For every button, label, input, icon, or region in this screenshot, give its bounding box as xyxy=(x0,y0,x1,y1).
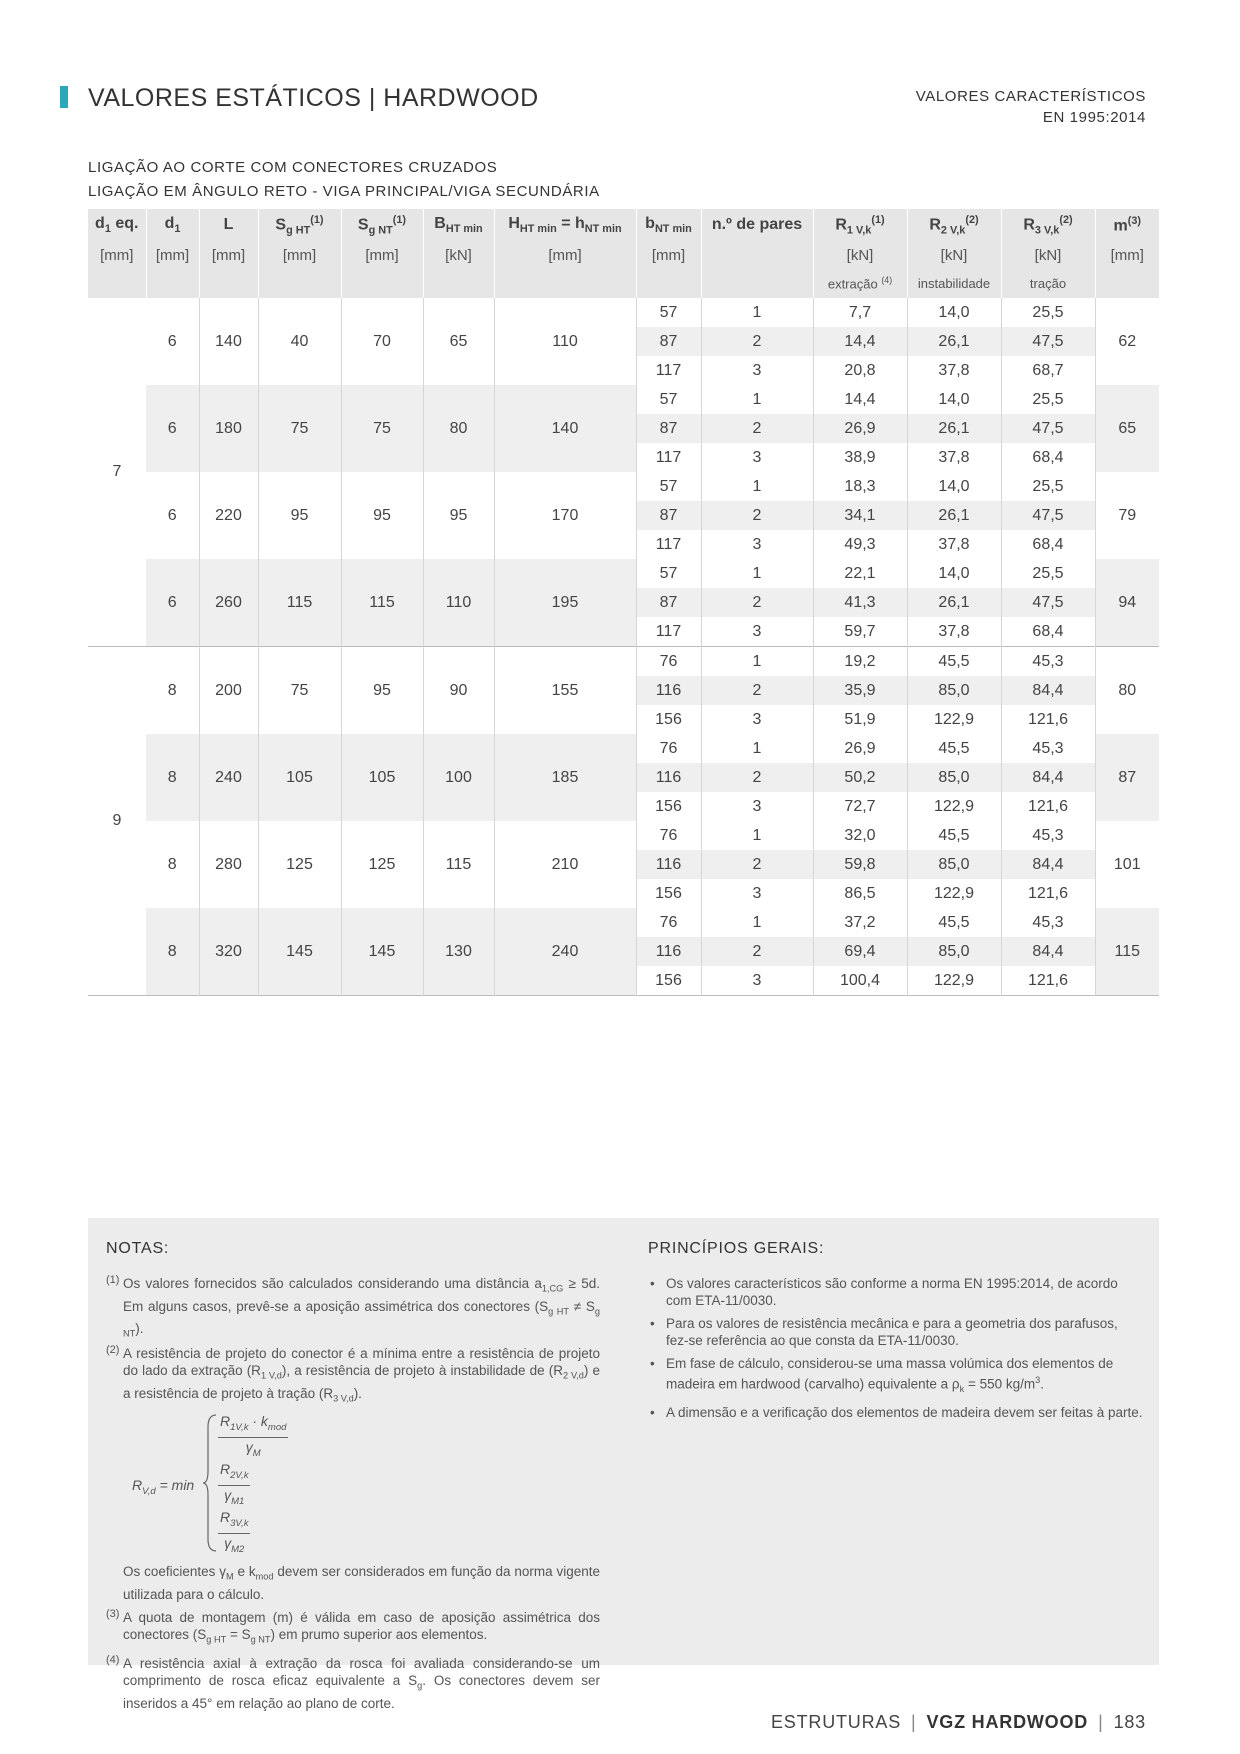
sublabel-r2: instabilidade xyxy=(907,269,1001,298)
r2-cell: 14,0 xyxy=(907,472,1001,501)
r3-cell: 47,5 xyxy=(1001,327,1095,356)
table-row xyxy=(88,647,1159,677)
r3-cell: 45,3 xyxy=(1001,734,1095,763)
b-nt-cell: 117 xyxy=(636,443,701,472)
pares-cell: 2 xyxy=(701,501,813,530)
d1eq-cell: 9 xyxy=(88,647,146,996)
r3-cell: 25,5 xyxy=(1001,559,1095,588)
r2-cell: 85,0 xyxy=(907,763,1001,792)
b-nt-cell: 116 xyxy=(636,937,701,966)
b-nt-cell: 87 xyxy=(636,588,701,617)
unit-cell: [mm] xyxy=(199,241,258,269)
r2-cell: 37,8 xyxy=(907,443,1001,472)
note-3: (3) A quota de montagem (m) é válida em caso de aposição assimétrica dos conectores $(S_{g HT} = S_{g NT})$ em prumo superior aos elementos. xyxy=(106,1608,600,1645)
pares-cell: 3 xyxy=(701,443,813,472)
sg-nt-cell: 75 xyxy=(341,385,423,472)
r2-cell: 122,9 xyxy=(907,966,1001,996)
h-ht-cell: 210 xyxy=(494,821,636,908)
sg-ht-cell: 75 xyxy=(258,647,341,735)
m-cell: 65 xyxy=(1095,385,1159,472)
r2-cell: 26,1 xyxy=(907,588,1001,617)
r2-cell: 14,0 xyxy=(907,385,1001,414)
h-ht-cell: 170 xyxy=(494,472,636,559)
d1-cell: 6 xyxy=(146,298,199,385)
sg-nt-cell: 95 xyxy=(341,647,423,735)
r1-cell: 14,4 xyxy=(813,327,907,356)
pares-cell: 2 xyxy=(701,588,813,617)
r1-cell: 20,8 xyxy=(813,356,907,385)
r1-cell: 35,9 xyxy=(813,676,907,705)
sg-ht-cell: 125 xyxy=(258,821,341,908)
pares-cell: 1 xyxy=(701,647,813,677)
pares-cell: 2 xyxy=(701,676,813,705)
b-nt-cell: 57 xyxy=(636,298,701,327)
principle-item: • Os valores característicos são conforme a norma EN 1995:2014, de acordo com ETA-11/0030. xyxy=(648,1275,1143,1309)
title-accent-bar xyxy=(60,86,68,108)
r3-cell: 121,6 xyxy=(1001,792,1095,821)
col-b-nt-min: $b_{NT min}$ xyxy=(636,209,701,241)
col-d1eq: $d_1$ eq. xyxy=(88,209,146,241)
r3-cell: 68,4 xyxy=(1001,530,1095,559)
b-nt-cell: 116 xyxy=(636,763,701,792)
col-sg-ht: $S_{g HT}^{(1)}$ xyxy=(258,209,341,241)
sg-nt-cell: 145 xyxy=(341,908,423,996)
table-row xyxy=(88,559,1159,588)
header-standard xyxy=(916,86,1146,128)
r1-cell: 19,2 xyxy=(813,647,907,677)
r3-cell: 68,4 xyxy=(1001,617,1095,647)
r1-cell: 51,9 xyxy=(813,705,907,734)
sg-ht-cell: 105 xyxy=(258,734,341,821)
m-cell: 94 xyxy=(1095,559,1159,647)
r1-cell: 18,3 xyxy=(813,472,907,501)
table-body xyxy=(88,298,1159,996)
m-cell: 80 xyxy=(1095,647,1159,735)
b-nt-cell: 76 xyxy=(636,821,701,850)
d1eq-cell: 7 xyxy=(88,298,146,647)
r2-cell: 85,0 xyxy=(907,676,1001,705)
b-nt-cell: 117 xyxy=(636,617,701,647)
r2-cell: 45,5 xyxy=(907,647,1001,677)
subtitle-line2: LIGAÇÃO EM ÂNGULO RETO - VIGA PRINCIPAL/VIGA SECUNDÁRIA xyxy=(88,183,600,200)
header-standard-line1: VALORES CARACTERÍSTICOS xyxy=(915,88,1146,105)
b-nt-cell: 57 xyxy=(636,472,701,501)
r2-cell: 85,0 xyxy=(907,850,1001,879)
table-row xyxy=(88,734,1159,763)
d1-cell: 6 xyxy=(146,559,199,647)
pares-cell: 1 xyxy=(701,821,813,850)
r2-cell: 122,9 xyxy=(907,792,1001,821)
r1-cell: 100,4 xyxy=(813,966,907,996)
pares-cell: 3 xyxy=(701,356,813,385)
table-row xyxy=(88,821,1159,850)
static-values-table xyxy=(88,209,1159,996)
notes-panel xyxy=(88,1218,1159,1711)
r2-cell: 14,0 xyxy=(907,298,1001,327)
note-2-coefficients: Os coeficientes $\gamma_M$ e $k_{mod}$ devem ser considerados em função da norma vigente utilizada para o cálculo. xyxy=(123,1564,601,1603)
r3-cell: 45,3 xyxy=(1001,821,1095,850)
col-r3: $R_{3 V,k}^{(2)}$ xyxy=(1001,209,1095,241)
col-b-ht-min: $B_{HT min}$ xyxy=(423,209,494,241)
b-ht-cell: 115 xyxy=(423,821,494,908)
col-m: $m^{(3)}$ xyxy=(1095,209,1159,241)
unit-cell: [mm] xyxy=(1095,241,1159,269)
length-cell: 280 xyxy=(199,821,258,908)
r3-cell: 121,6 xyxy=(1001,966,1095,996)
m-cell: 62 xyxy=(1095,298,1159,385)
length-cell: 240 xyxy=(199,734,258,821)
unit-cell: [mm] xyxy=(258,241,341,269)
pares-cell: 2 xyxy=(701,937,813,966)
r2-cell: 26,1 xyxy=(907,414,1001,443)
table-sublabel-row xyxy=(88,269,1159,298)
b-nt-cell: 87 xyxy=(636,414,701,443)
h-ht-cell: 185 xyxy=(494,734,636,821)
b-ht-cell: 90 xyxy=(423,647,494,735)
notes-heading: NOTAS: xyxy=(106,1240,170,1257)
table-row xyxy=(88,472,1159,501)
footer-product: VGZ HARDWOOD xyxy=(926,1712,1089,1732)
r2-cell: 122,9 xyxy=(907,879,1001,908)
sg-nt-cell: 70 xyxy=(341,298,423,385)
r2-cell: 122,9 xyxy=(907,705,1001,734)
principles-list xyxy=(648,1275,1143,1421)
r3-cell: 47,5 xyxy=(1001,588,1095,617)
unit-cell xyxy=(701,241,813,269)
r1-cell: 32,0 xyxy=(813,821,907,850)
b-nt-cell: 87 xyxy=(636,501,701,530)
d1-cell: 6 xyxy=(146,472,199,559)
sg-nt-cell: 95 xyxy=(341,472,423,559)
b-nt-cell: 117 xyxy=(636,356,701,385)
r3-cell: 84,4 xyxy=(1001,763,1095,792)
length-cell: 320 xyxy=(199,908,258,996)
note-4: (4) A resistência axial à extração da rosca foi avaliada considerando-se um comprimento de rosca eficaz equivalente a $S_g$. Os conectores devem ser inseridos a 45° em relação ao plano de corte. xyxy=(106,1653,600,1711)
pares-cell: 3 xyxy=(701,705,813,734)
page-footer: ESTRUTURAS | VGZ HARDWOOD | 183 xyxy=(770,1712,1146,1732)
pares-cell: 3 xyxy=(701,530,813,559)
r3-cell: 25,5 xyxy=(1001,298,1095,327)
b-nt-cell: 116 xyxy=(636,850,701,879)
design-formula: $R_{V,d} = \min$ $R_{1V,k} \cdot k_{mod}$ $\gamma_M$ $R_{2V,k}$ $\gamma_{M1}$ $R_{3V,k}$ $\gamma_{M2}$ xyxy=(132,1413,287,1556)
unit-cell: [kN] xyxy=(907,241,1001,269)
col-d1: $d_1$ xyxy=(146,209,199,241)
d1-cell: 8 xyxy=(146,821,199,908)
m-cell: 87 xyxy=(1095,734,1159,821)
h-ht-cell: 155 xyxy=(494,647,636,735)
b-nt-cell: 156 xyxy=(636,966,701,996)
r2-cell: 37,8 xyxy=(907,356,1001,385)
r1-cell: 14,4 xyxy=(813,385,907,414)
unit-cell: [kN] xyxy=(423,241,494,269)
r3-cell: 47,5 xyxy=(1001,501,1095,530)
length-cell: 200 xyxy=(199,647,258,735)
d1-cell: 6 xyxy=(146,385,199,472)
length-cell: 220 xyxy=(199,472,258,559)
sg-ht-cell: 40 xyxy=(258,298,341,385)
note-2: (2) A resistência de projeto do conector é a mínima entre a resistência de projeto do lado da extração $(R_{1 V,d})$, a resistência de projeto à instabilidade de $(R_{2 V,d})$ e a resistência de projeto à tração $(R_{3 V,d})$. xyxy=(106,1344,600,1404)
h-ht-cell: 195 xyxy=(494,559,636,647)
length-cell: 180 xyxy=(199,385,258,472)
unit-cell: [mm] xyxy=(88,241,146,269)
sg-ht-cell: 115 xyxy=(258,559,341,647)
col-pares: n.º de pares xyxy=(701,209,813,241)
r3-cell: 84,4 xyxy=(1001,850,1095,879)
r3-cell: 84,4 xyxy=(1001,937,1095,966)
b-nt-cell: 117 xyxy=(636,530,701,559)
r1-cell: 26,9 xyxy=(813,414,907,443)
pares-cell: 1 xyxy=(701,559,813,588)
r1-cell: 49,3 xyxy=(813,530,907,559)
principle-item: • Para os valores de resistência mecânica e para a geometria dos parafusos, fez-se referência ao que consta da ETA-11/0030. xyxy=(648,1315,1143,1349)
unit-cell: [kN] xyxy=(813,241,907,269)
section-subtitle xyxy=(88,156,600,204)
b-nt-cell: 156 xyxy=(636,879,701,908)
r3-cell: 45,3 xyxy=(1001,908,1095,937)
r2-cell: 45,5 xyxy=(907,734,1001,763)
b-ht-cell: 110 xyxy=(423,559,494,647)
pares-cell: 1 xyxy=(701,472,813,501)
r2-cell: 26,1 xyxy=(907,501,1001,530)
length-cell: 140 xyxy=(199,298,258,385)
pares-cell: 2 xyxy=(701,763,813,792)
r3-cell: 121,6 xyxy=(1001,705,1095,734)
r2-cell: 14,0 xyxy=(907,559,1001,588)
notes-column xyxy=(106,1240,600,1714)
pares-cell: 3 xyxy=(701,792,813,821)
r3-cell: 68,7 xyxy=(1001,356,1095,385)
sublabel-r1: extração $^{(4)}$ xyxy=(813,269,907,298)
d1-cell: 8 xyxy=(146,908,199,996)
r3-cell: 68,4 xyxy=(1001,443,1095,472)
r1-cell: 22,1 xyxy=(813,559,907,588)
r1-cell: 34,1 xyxy=(813,501,907,530)
principle-item: • Em fase de cálculo, considerou-se uma massa volúmica dos elementos de madeira em hardwood (carvalho) equivalente a $\rho_k = 550$ $kg/m^3$. xyxy=(648,1355,1143,1398)
b-nt-cell: 76 xyxy=(636,647,701,677)
table-units-row xyxy=(88,241,1159,269)
col-r1: $R_{1 V,k}^{(1)}$ xyxy=(813,209,907,241)
r1-cell: 37,2 xyxy=(813,908,907,937)
pares-cell: 2 xyxy=(701,414,813,443)
h-ht-cell: 140 xyxy=(494,385,636,472)
r1-cell: 38,9 xyxy=(813,443,907,472)
col-h-ht-min: $H_{HT min} = h_{NT min}$ xyxy=(494,209,636,241)
m-cell: 79 xyxy=(1095,472,1159,559)
col-sg-nt: $S_{g NT}^{(1)}$ xyxy=(341,209,423,241)
pares-cell: 3 xyxy=(701,879,813,908)
r2-cell: 37,8 xyxy=(907,617,1001,647)
sublabel-r3: tração xyxy=(1001,269,1095,298)
d1-cell: 8 xyxy=(146,647,199,735)
pares-cell: 3 xyxy=(701,617,813,647)
b-nt-cell: 57 xyxy=(636,385,701,414)
col-L: L xyxy=(199,209,258,241)
m-cell: 101 xyxy=(1095,821,1159,908)
b-ht-cell: 80 xyxy=(423,385,494,472)
col-r2: $R_{2 V,k}^{(2)}$ xyxy=(907,209,1001,241)
principle-item: • A dimensão e a verificação dos elementos de madeira devem ser feitas à parte. xyxy=(648,1404,1143,1421)
pares-cell: 2 xyxy=(701,850,813,879)
r2-cell: 85,0 xyxy=(907,937,1001,966)
length-cell: 260 xyxy=(199,559,258,647)
d1-cell: 8 xyxy=(146,734,199,821)
r2-cell: 26,1 xyxy=(907,327,1001,356)
r3-cell: 45,3 xyxy=(1001,647,1095,677)
r1-cell: 86,5 xyxy=(813,879,907,908)
r1-cell: 26,9 xyxy=(813,734,907,763)
pares-cell: 3 xyxy=(701,966,813,996)
table-row xyxy=(88,298,1159,327)
sg-ht-cell: 145 xyxy=(258,908,341,996)
brace-icon xyxy=(202,1413,218,1553)
unit-cell: [mm] xyxy=(636,241,701,269)
r1-cell: 59,8 xyxy=(813,850,907,879)
b-nt-cell: 156 xyxy=(636,705,701,734)
principles-column xyxy=(648,1240,1143,1427)
principles-heading: PRINCÍPIOS GERAIS: xyxy=(648,1240,825,1257)
b-ht-cell: 95 xyxy=(423,472,494,559)
b-ht-cell: 65 xyxy=(423,298,494,385)
h-ht-cell: 240 xyxy=(494,908,636,996)
unit-cell: [kN] xyxy=(1001,241,1095,269)
page-number: 183 xyxy=(1113,1712,1146,1732)
b-ht-cell: 130 xyxy=(423,908,494,996)
r3-cell: 47,5 xyxy=(1001,414,1095,443)
r2-cell: 45,5 xyxy=(907,821,1001,850)
r1-cell: 69,4 xyxy=(813,937,907,966)
r1-cell: 59,7 xyxy=(813,617,907,647)
b-nt-cell: 116 xyxy=(636,676,701,705)
footer-section: ESTRUTURAS xyxy=(770,1712,901,1732)
sg-ht-cell: 95 xyxy=(258,472,341,559)
b-nt-cell: 156 xyxy=(636,792,701,821)
sg-nt-cell: 105 xyxy=(341,734,423,821)
h-ht-cell: 110 xyxy=(494,298,636,385)
header-standard-line2: EN 1995:2014 xyxy=(1042,109,1146,126)
r1-cell: 41,3 xyxy=(813,588,907,617)
sg-nt-cell: 115 xyxy=(341,559,423,647)
unit-cell: [mm] xyxy=(494,241,636,269)
table-row xyxy=(88,908,1159,937)
pares-cell: 1 xyxy=(701,298,813,327)
r2-cell: 45,5 xyxy=(907,908,1001,937)
r3-cell: 121,6 xyxy=(1001,879,1095,908)
r1-cell: 72,7 xyxy=(813,792,907,821)
sg-nt-cell: 125 xyxy=(341,821,423,908)
unit-cell: [mm] xyxy=(146,241,199,269)
r3-cell: 25,5 xyxy=(1001,385,1095,414)
table-header-row xyxy=(88,209,1159,241)
page-title: VALORES ESTÁTICOS | HARDWOOD xyxy=(88,84,539,112)
b-nt-cell: 76 xyxy=(636,908,701,937)
note-1: (1) Os valores fornecidos são calculados considerando uma distância $a_{1,CG} \ge 5d$. Em alguns casos, prevê-se a aposição assimétrica dos conectores $(S_{g HT} \ne S_{g NT})$. xyxy=(106,1274,600,1340)
m-cell: 115 xyxy=(1095,908,1159,996)
r3-cell: 25,5 xyxy=(1001,472,1095,501)
r1-cell: 7,7 xyxy=(813,298,907,327)
b-nt-cell: 57 xyxy=(636,559,701,588)
r2-cell: 37,8 xyxy=(907,530,1001,559)
r1-cell: 50,2 xyxy=(813,763,907,792)
table-row xyxy=(88,385,1159,414)
unit-cell: [mm] xyxy=(341,241,423,269)
b-ht-cell: 100 xyxy=(423,734,494,821)
subtitle-line1: LIGAÇÃO AO CORTE COM CONECTORES CRUZADOS xyxy=(88,159,498,176)
sg-ht-cell: 75 xyxy=(258,385,341,472)
r3-cell: 84,4 xyxy=(1001,676,1095,705)
pares-cell: 2 xyxy=(701,327,813,356)
b-nt-cell: 76 xyxy=(636,734,701,763)
pares-cell: 1 xyxy=(701,385,813,414)
pares-cell: 1 xyxy=(701,734,813,763)
pares-cell: 1 xyxy=(701,908,813,937)
b-nt-cell: 87 xyxy=(636,327,701,356)
